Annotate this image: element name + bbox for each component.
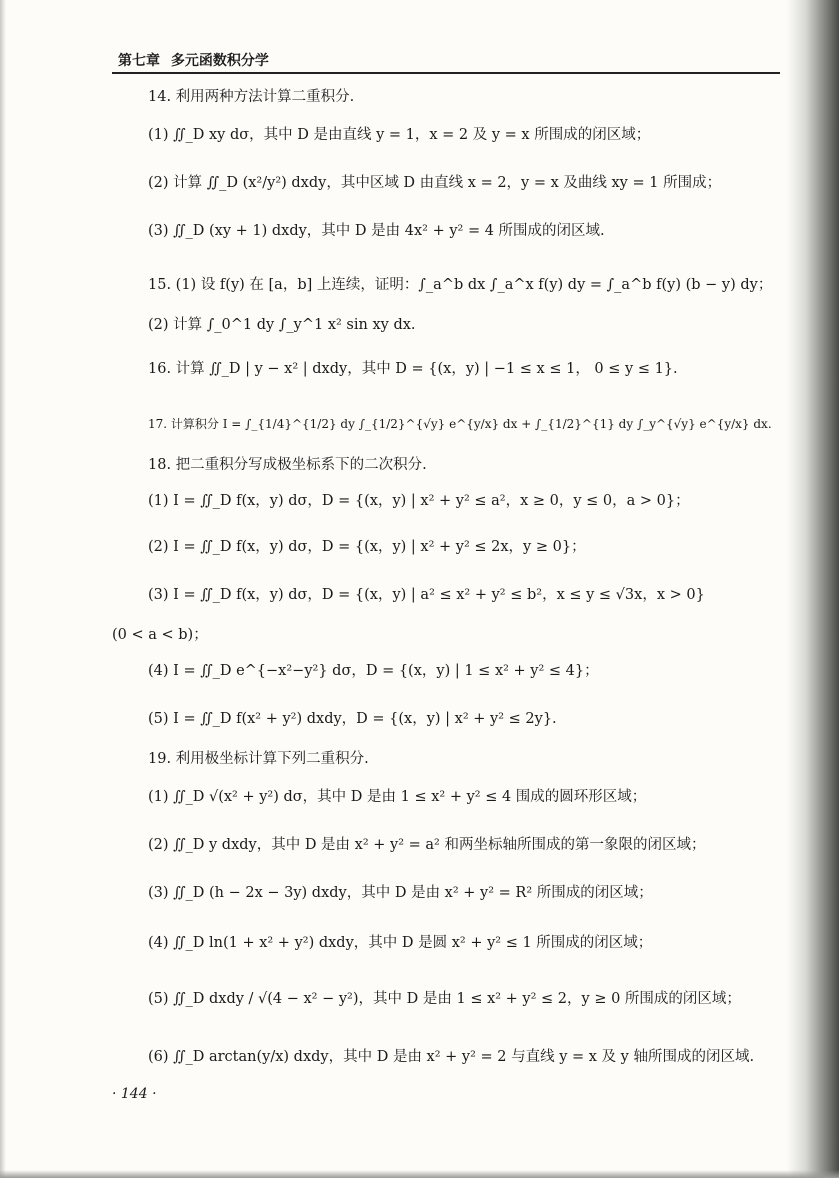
header-rule <box>112 72 780 74</box>
chapter-label: 第七章 <box>118 53 160 69</box>
problem-19-part-4: (4) ∬_D ln(1 + x² + y²) dxdy，其中 D 是圆 x² + y² ≤ 1 所围成的闭区域； <box>148 935 653 951</box>
problem-18-heading: 18. 把二重积分写成极坐标系下的二次积分. <box>148 457 427 473</box>
problem-15-part-2: (2) 计算 ∫_0^1 dy ∫_y^1 x² sin xy dx. <box>148 317 416 333</box>
problem-19-heading: 19. 利用极坐标计算下列二重积分. <box>148 751 369 767</box>
problem-19-part-1: (1) ∬_D √(x² + y²) dσ，其中 D 是由 1 ≤ x² + y² ≤ 4 围成的圆环形区域； <box>148 789 647 805</box>
problem-14-heading: 14. 利用两种方法计算二重积分. <box>148 89 355 105</box>
problem-15-part-1: 15. (1) 设 f(y) 在 [a，b] 上连续，证明：∫_a^b dx ∫_a^x f(y) dy = ∫_a^b f(y) (b − y) dy； <box>148 277 773 293</box>
problem-14-part-3: (3) ∬_D (xy + 1) dxdy，其中 D 是由 4x² + y² = 4 所围成的闭区域. <box>148 223 605 239</box>
problem-18-part-1: (1) I = ∬_D f(x，y) dσ，D = {(x，y) | x² + y² ≤ a²，x ≥ 0，y ≤ 0，a > 0}； <box>148 493 690 509</box>
problem-18-part-4: (4) I = ∬_D e^{−x²−y²} dσ，D = {(x，y) | 1 ≤ x² + y² ≤ 4}； <box>148 663 599 679</box>
problem-16: 16. 计算 ∬_D | y − x² | dxdy，其中 D = {(x，y) | −1 ≤ x ≤ 1， 0 ≤ y ≤ 1}. <box>148 361 678 377</box>
problem-14-part-2: (2) 计算 ∬_D (x²/y²) dxdy，其中区域 D 由直线 x = 2，y = x 及曲线 xy = 1 所围成； <box>148 175 722 191</box>
problem-19-part-5: (5) ∬_D dxdy / √(4 − x² − y²)，其中 D 是由 1 ≤ x² + y² ≤ 2，y ≥ 0 所围成的闭区域； <box>148 991 741 1007</box>
problem-18-part-2: (2) I = ∬_D f(x，y) dσ，D = {(x，y) | x² + y² ≤ 2x，y ≥ 0}； <box>148 539 586 555</box>
problem-18-part-3-condition: (0 < a < b)； <box>112 627 208 643</box>
running-header <box>118 50 778 70</box>
page-left-edge <box>0 0 6 1178</box>
problem-19-part-2: (2) ∬_D y dxdy，其中 D 是由 x² + y² = a² 和两坐标轴所围成的第一象限的闭区域； <box>148 837 706 853</box>
page-number: · 144 · <box>112 1086 157 1102</box>
problem-19-part-3: (3) ∬_D (h − 2x − 3y) dxdy，其中 D 是由 x² + y² = R² 所围成的闭区域； <box>148 885 653 901</box>
page-bottom-edge <box>0 1170 839 1178</box>
problem-17: 17. 计算积分 I = ∫_{1/4}^{1/2} dy ∫_{1/2}^{√y} e^{y/x} dx + ∫_{1/2}^{1} dy ∫_y^{√y} e^{y/x} dx. <box>148 417 772 431</box>
book-spine-shadow <box>787 0 839 1178</box>
problem-19-part-6: (6) ∬_D arctan(y/x) dxdy，其中 D 是由 x² + y² = 2 与直线 y = x 及 y 轴所围成的闭区域. <box>148 1049 755 1065</box>
chapter-title: 多元函数积分学 <box>170 53 269 69</box>
problem-18-part-3: (3) I = ∬_D f(x，y) dσ，D = {(x，y) | a² ≤ x² + y² ≤ b²，x ≤ y ≤ √3x，x > 0} <box>148 587 705 603</box>
problem-18-part-5: (5) I = ∬_D f(x² + y²) dxdy，D = {(x，y) | x² + y² ≤ 2y}. <box>148 711 557 727</box>
problem-14-part-1: (1) ∬_D xy dσ，其中 D 是由直线 y = 1，x = 2 及 y = x 所围成的闭区域； <box>148 127 651 143</box>
